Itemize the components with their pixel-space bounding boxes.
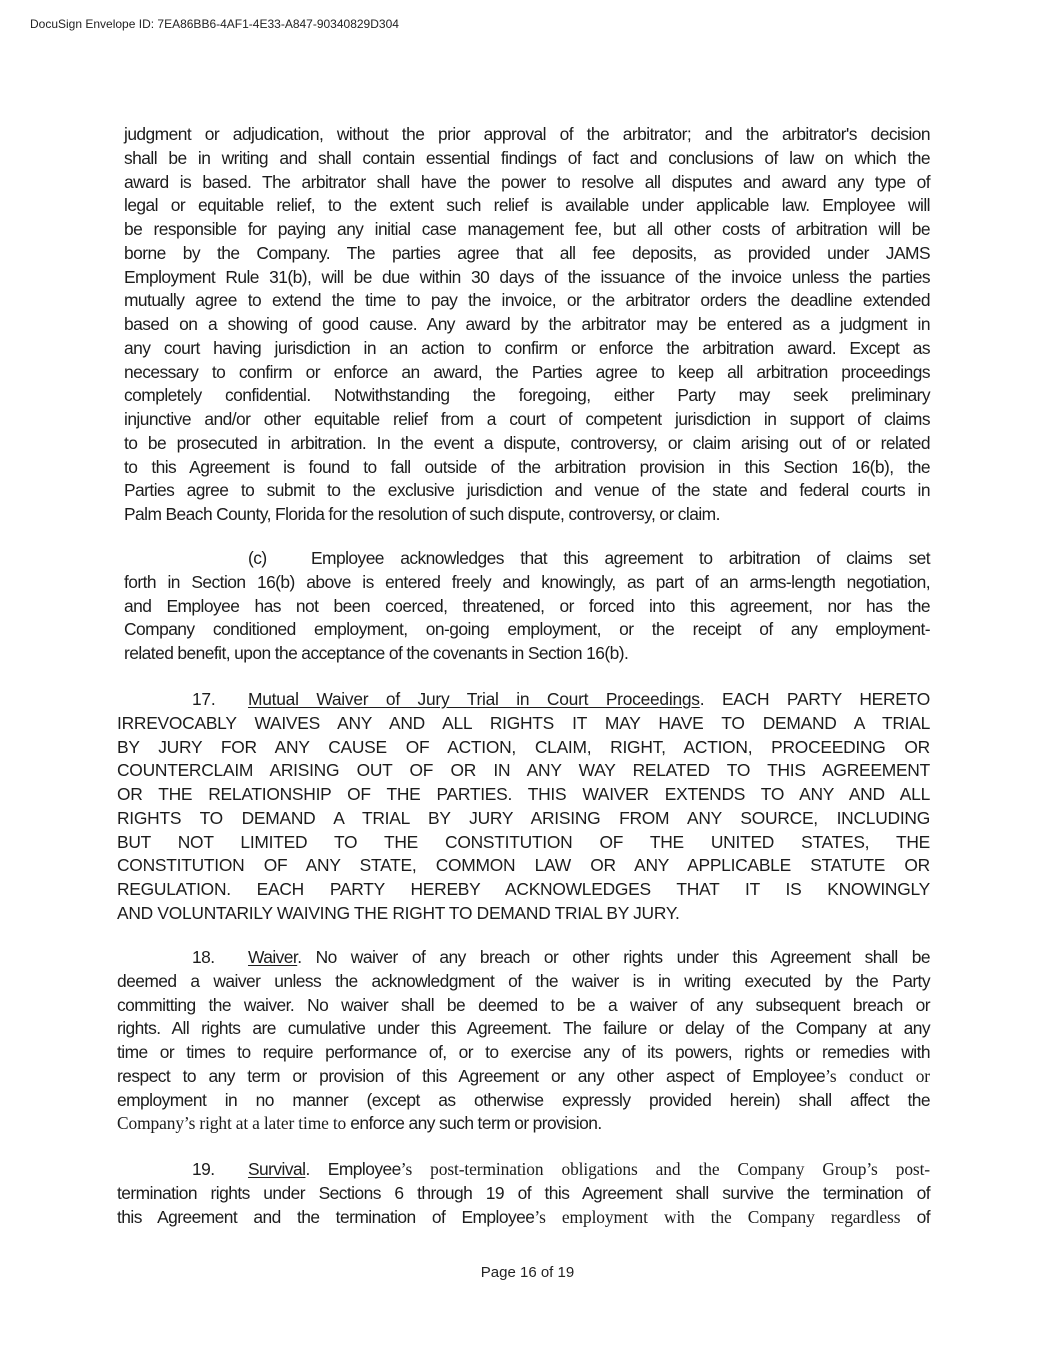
section-number: 17. xyxy=(192,689,216,709)
text-line: BY JURY FOR ANY CAUSE OF ACTION, CLAIM, RIGHT, ACTION, PROCEEDING OR xyxy=(117,736,930,757)
text-line: this Agreement and the termination of Employee’s employment with the Company regardless of xyxy=(117,1206,930,1227)
text-line: any court having jurisdiction in an action to confirm or enforce the arbitration award. Except as xyxy=(124,337,930,358)
section-number: 18. xyxy=(192,947,215,967)
section-19-survival xyxy=(117,1158,930,1229)
text-line: termination rights under Sections 6 through 19 of this Agreement shall survive the termination of xyxy=(117,1182,930,1203)
section-18-first-line: 18. Waiver. No waiver of any breach or other rights under this Agreement shall be xyxy=(117,946,930,970)
section-16c-paragraph xyxy=(124,547,930,666)
text-line: COUNTERCLAIM ARISING OUT OF OR IN ANY WAY RELATED TO THIS AGREEMENT xyxy=(117,760,930,781)
text-line: CONSTITUTION OF ANY STATE, COMMON LAW OR ANY APPLICABLE STATUTE OR xyxy=(117,855,930,876)
text-line: related benefit, upon the acceptance of the covenants in Section 16(b). xyxy=(124,643,629,663)
text-line: legal or equitable relief, to the extent such relief is available under applicable law. Employee will xyxy=(124,195,930,216)
text-line: injunctive and/or other equitable relief from a court of competent jurisdiction in support of claims xyxy=(124,409,930,429)
section-heading: Survival xyxy=(248,1159,306,1179)
section-19-first-line: 19. Survival. Employee’s post-termination obligations and the Company Group’s post- xyxy=(117,1158,930,1182)
page-number-footer: Page 16 of 19 xyxy=(480,1264,575,1281)
text-line: Palm Beach County, Florida for the resolution of such dispute, controversy, or claim. xyxy=(124,504,720,524)
text-line: Parties agree to submit to the exclusive jurisdiction and venue of the state and federal courts in xyxy=(124,480,930,501)
text-line: award is based. The arbitrator shall have the power to resolve all disputes and award any type of xyxy=(124,171,930,192)
text-line: forth in Section 16(b) above is entered freely and knowingly, as part of an arms-length negotiation, xyxy=(124,571,930,592)
text-line: AND VOLUNTARILY WAIVING THE RIGHT TO DEMAND TRIAL BY JURY. xyxy=(117,902,680,923)
text-line: IRREVOCABLY WAIVES ANY AND ALL RIGHTS IT MAY HAVE TO DEMAND A TRIAL xyxy=(117,712,930,733)
text-line: and Employee has not been coerced, threatened, or forced into this agreement, nor has the xyxy=(124,595,930,616)
section-number: 19. xyxy=(192,1159,215,1179)
text-line: mutually agree to extend the time to pay the invoice, or the arbitrator orders the deadline extended xyxy=(124,290,930,311)
section-17-first-line: 17. Mutual Waiver of Jury Trial in Court Proceedings. EACH PARTY HERETO xyxy=(117,688,930,712)
text-line: RIGHTS TO DEMAND A TRIAL BY JURY ARISING FROM ANY SOURCE, INCLUDING xyxy=(117,807,930,828)
section-heading: Waiver xyxy=(248,947,298,967)
text-line: respect to any term or provision of this Agreement or any other aspect of Employee’s conduct or xyxy=(117,1065,930,1086)
section-16c-first-line: (c) Employee acknowledges that this agreement to arbitration of claims set xyxy=(124,547,930,571)
text-line: Company conditioned employment, on-going employment, or the receipt of any employment- xyxy=(124,619,930,640)
text-line: deemed a waiver unless the acknowledgment of the waiver is in writing executed by the Party xyxy=(117,970,930,991)
text-line: BUT NOT LIMITED TO THE CONSTITUTION OF THE UNITED STATES, THE xyxy=(117,831,930,852)
text-line: OR THE RELATIONSHIP OF THE PARTIES. THIS WAIVER EXTENDS TO ANY AND ALL xyxy=(117,784,930,804)
section-17-jury-waiver xyxy=(117,688,930,926)
text-line: REGULATION. EACH PARTY HEREBY ACKNOWLEDGES THAT IT IS KNOWINGLY xyxy=(117,879,930,899)
text-line: borne by the Company. The parties agree that all fee deposits, as provided under JAMS xyxy=(124,242,930,263)
section-16c-label: (c) xyxy=(248,548,267,568)
text-line: completely confidential. Notwithstanding the foregoing, either Party may seek preliminary xyxy=(124,385,930,406)
text-line: committing the waiver. No waiver shall be deemed to be a waiver of any subsequent breach or xyxy=(117,994,930,1015)
arbitration-paragraph-continuation xyxy=(124,123,930,527)
section-heading: Mutual Waiver of Jury Trial in Court Proceedings xyxy=(248,689,700,709)
text-line: based on a showing of good cause. Any award by the arbitrator may be entered as a judgment in xyxy=(124,314,930,334)
docusign-envelope-id: DocuSign Envelope ID: 7EA86BB6-4AF1-4E33-A847-90340829D304 xyxy=(30,17,399,31)
text-line: Employment Rule 31(b), will be due within 30 days of the issuance of the invoice unless the parties xyxy=(124,266,930,287)
text-line: time or times to require performance of, or to exercise any of its powers, rights or remedies with xyxy=(117,1042,930,1062)
text-line: Company’s right at a later time to enforce any such term or provision. xyxy=(117,1113,602,1134)
text-line: rights. All rights are cumulative under this Agreement. The failure or delay of the Company at any xyxy=(117,1018,930,1039)
text-line: be responsible for paying any initial case management fee, but all other costs of arbitration will be xyxy=(124,219,930,239)
text-line: shall be in writing and shall contain essential findings of fact and conclusions of law on which the xyxy=(124,147,930,168)
text-line: to be prosecuted in arbitration. In the event a dispute, controversy, or claim arising out of or related xyxy=(124,432,930,453)
section-18-waiver xyxy=(117,946,930,1136)
text-line: judgment or adjudication, without the prior approval of the arbitrator; and the arbitrator's decision xyxy=(124,124,930,144)
text-line: employment in no manner (except as otherwise expressly provided herein) shall affect the xyxy=(117,1089,930,1110)
text-line: to this Agreement is found to fall outside of the arbitration provision in this Section 16(b), the xyxy=(124,456,930,477)
text-line: necessary to confirm or enforce an award, the Parties agree to keep all arbitration proceedings xyxy=(124,361,930,382)
